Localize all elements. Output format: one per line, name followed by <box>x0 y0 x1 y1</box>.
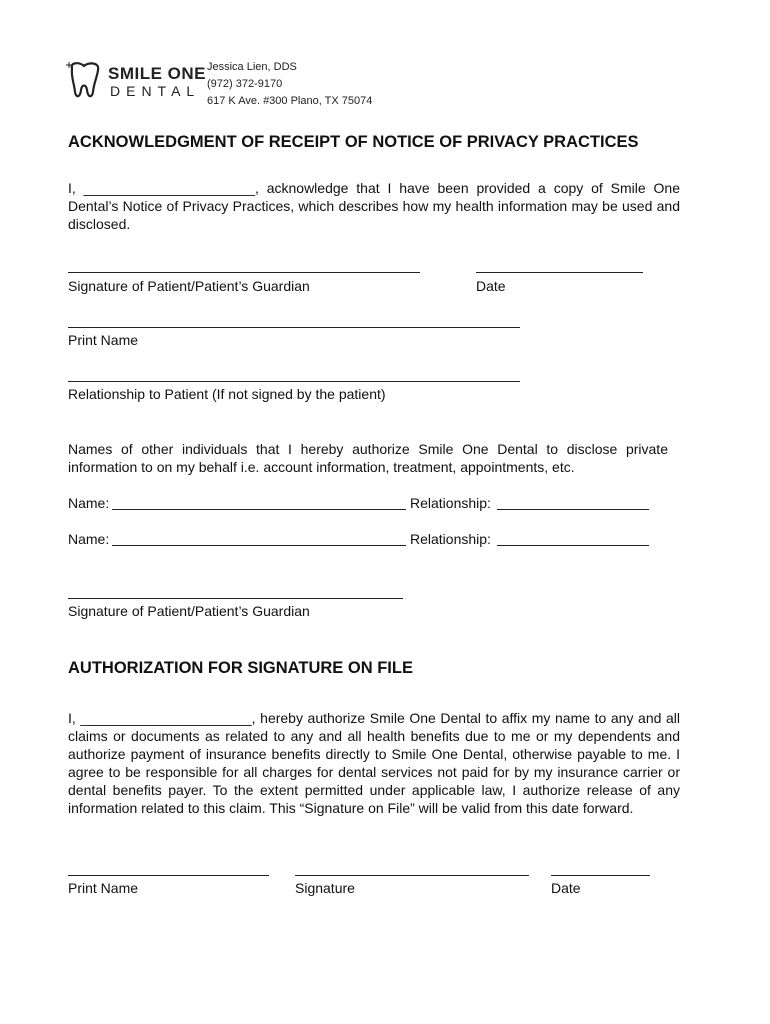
relationship-line[interactable] <box>68 381 520 382</box>
doctor-name: Jessica Lien, DDS <box>207 61 297 73</box>
relationship-field-1[interactable] <box>497 509 649 510</box>
section-title-authorization: AUTHORIZATION FOR SIGNATURE ON FILE <box>68 659 413 677</box>
signature-line-3[interactable] <box>295 875 529 876</box>
print-name-label-2: Print Name <box>68 880 139 896</box>
office-address: 617 K Ave. #300 Plano, TX 75074 <box>207 95 373 107</box>
name-blank-2[interactable]: ______________________ <box>80 710 252 726</box>
name-label-1: Name: <box>68 495 110 511</box>
name-label-2: Name: <box>68 531 110 547</box>
acknowledgment-paragraph <box>68 179 680 233</box>
tooth-icon <box>66 58 106 104</box>
date-line-2[interactable] <box>551 875 650 876</box>
relationship-field-2[interactable] <box>497 545 649 546</box>
name-blank[interactable]: ______________________ <box>83 180 255 196</box>
print-name-line[interactable] <box>68 327 520 328</box>
para-text-2: , hereby authorize Smile One Dental to affix my name to any and all claims or documents as related to any and all health benefits due to me or my dependents and authorize payment of insurance benefits directly to Smile One Dental, otherwise payable to me. I agree to be responsible for all charges for dental services not paid for by my insurance carrier or dental benefits payer. To the extent permitted under applicable law, I authorize release of any information related to this claim. This “Signature on File” will be valid from this date forward. <box>68 710 680 816</box>
signature-label-2: Signature of Patient/Patient’s Guardian <box>68 603 310 619</box>
name-field-2[interactable] <box>112 545 406 546</box>
para-text: , acknowledge that I have been provided a copy of Smile One Dental’s Notice of Privacy Practices, which describes how my health information may be used and disclosed. <box>68 180 681 232</box>
authorize-others-paragraph: Names of other individuals that I hereby authorize Smile One Dental to disclose private information to on my behalf i.e. account information, treatment, appointments, etc. <box>68 441 668 475</box>
name-field-1[interactable] <box>112 509 406 510</box>
print-name-label: Print Name <box>68 332 139 348</box>
para-prefix-2: I, <box>68 710 76 726</box>
relationship-label-1: Relationship: <box>410 495 491 511</box>
logo-text-smile-one: SMILE ONE <box>108 64 207 83</box>
date-line[interactable] <box>476 272 643 273</box>
signature-line[interactable] <box>68 272 420 273</box>
signature-label: Signature of Patient/Patient’s Guardian <box>68 278 310 294</box>
phone-number: (972) 372-9170 <box>207 78 283 90</box>
signature-label-3: Signature <box>295 880 355 896</box>
authorization-paragraph <box>68 709 680 817</box>
print-name-line-2[interactable] <box>68 875 269 876</box>
para-prefix: I, <box>68 180 76 196</box>
relationship-label: Relationship to Patient (If not signed by the patient) <box>68 386 386 402</box>
date-label-2: Date <box>551 880 581 896</box>
section-title-privacy: ACKNOWLEDGMENT OF RECEIPT OF NOTICE OF PRIVACY PRACTICES <box>68 133 639 151</box>
logo-text-dental: DENTAL <box>110 83 201 99</box>
date-label: Date <box>476 278 506 294</box>
relationship-label-2: Relationship: <box>410 531 491 547</box>
signature-line-2[interactable] <box>68 598 403 599</box>
